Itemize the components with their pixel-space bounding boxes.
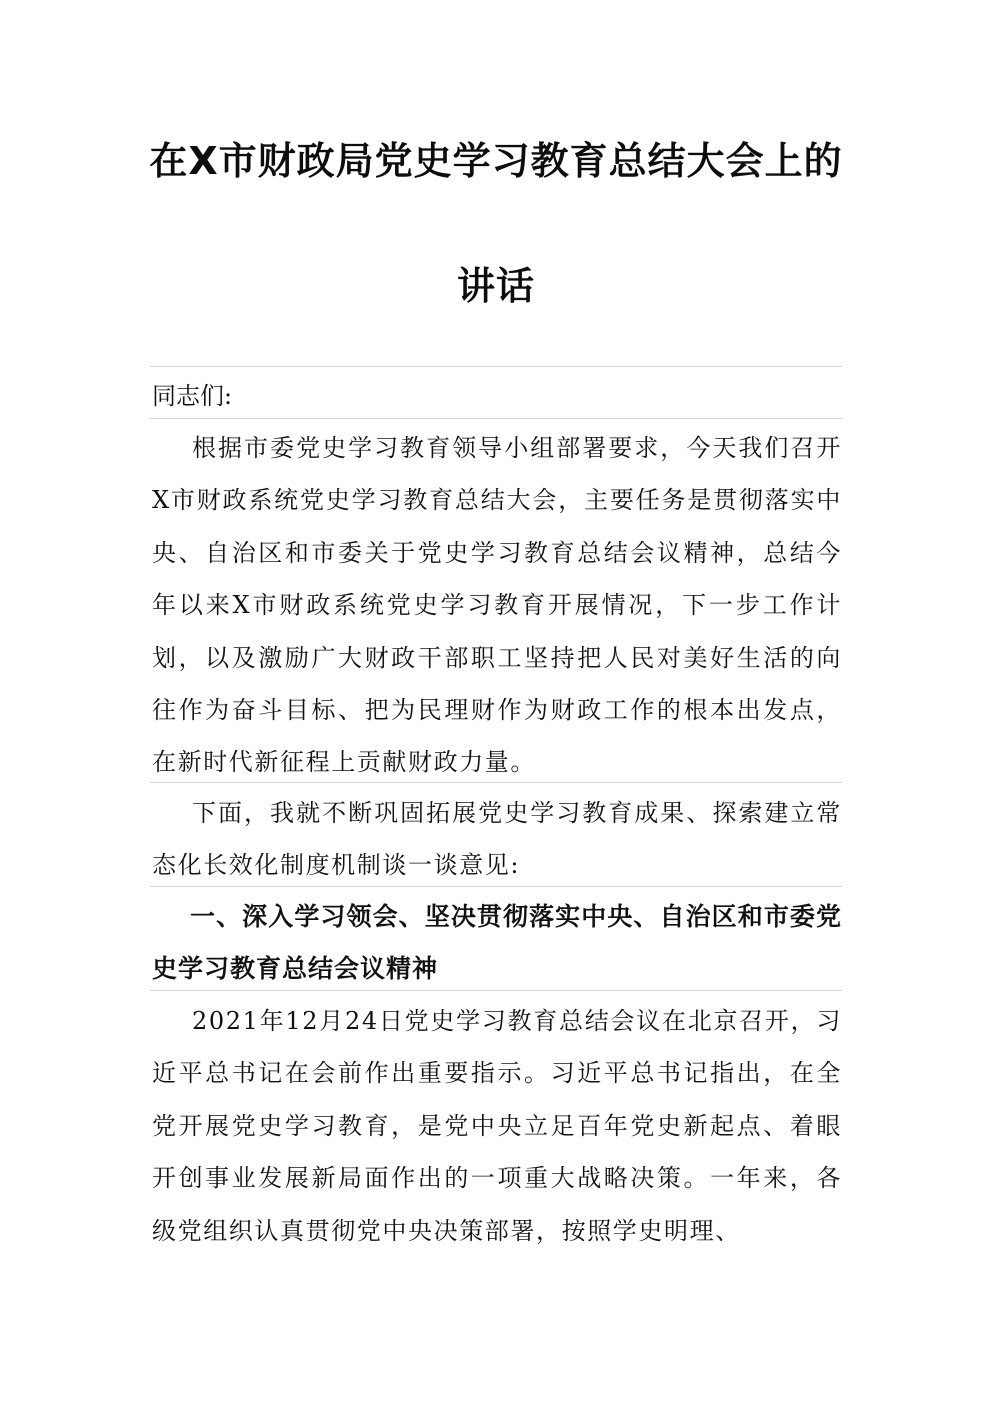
section-paragraph-1: 2021年12月24日党史学习教育总结会议在北京召开，习近平总书记在会前作出重要指示。习近平总书记指出，在全党开展党史学习教育，是党中央立足百年党史新起点、着眼开创事业发展新局面作出的一项重大战略决策。一年来，各级党组织认真贯彻党中央决策部署，按照学史明理、 <box>152 1007 842 1245</box>
body-paragraph-1: 根据市委党史学习教育领导小组部署要求，今天我们召开X市财政系统党史学习教育总结大会，主要任务是贯彻落实中央、自治区和市委关于党史学习教育总结会议精神，总结今年以来X市财政系统党史学习教育开展情况，下一步工作计划，以及激励广大财政干部职工坚持把人民对美好生活的向往作为奋斗目标、把为民理财作为财政工作的根本出发点，在新时代新征程上贡献财政力量。 <box>152 434 842 777</box>
divider <box>150 782 842 783</box>
divider <box>150 990 842 991</box>
document-title-line-2: 讲话 <box>456 264 535 308</box>
salutation: 同志们: <box>152 382 233 410</box>
divider <box>150 366 842 367</box>
section-heading-1: 一、深入学习领会、坚决贯彻落实中央、自治区和市委党史学习教育总结会议精神 <box>152 902 842 983</box>
divider <box>150 886 842 887</box>
document-title-line-1: 在X市财政局党史学习教育总结大会上的 <box>149 139 843 183</box>
body-paragraph-2: 下面，我就不断巩固拓展党史学习教育成果、探索建立常态化长效化制度机制谈一谈意见: <box>152 799 842 880</box>
divider <box>150 418 842 419</box>
